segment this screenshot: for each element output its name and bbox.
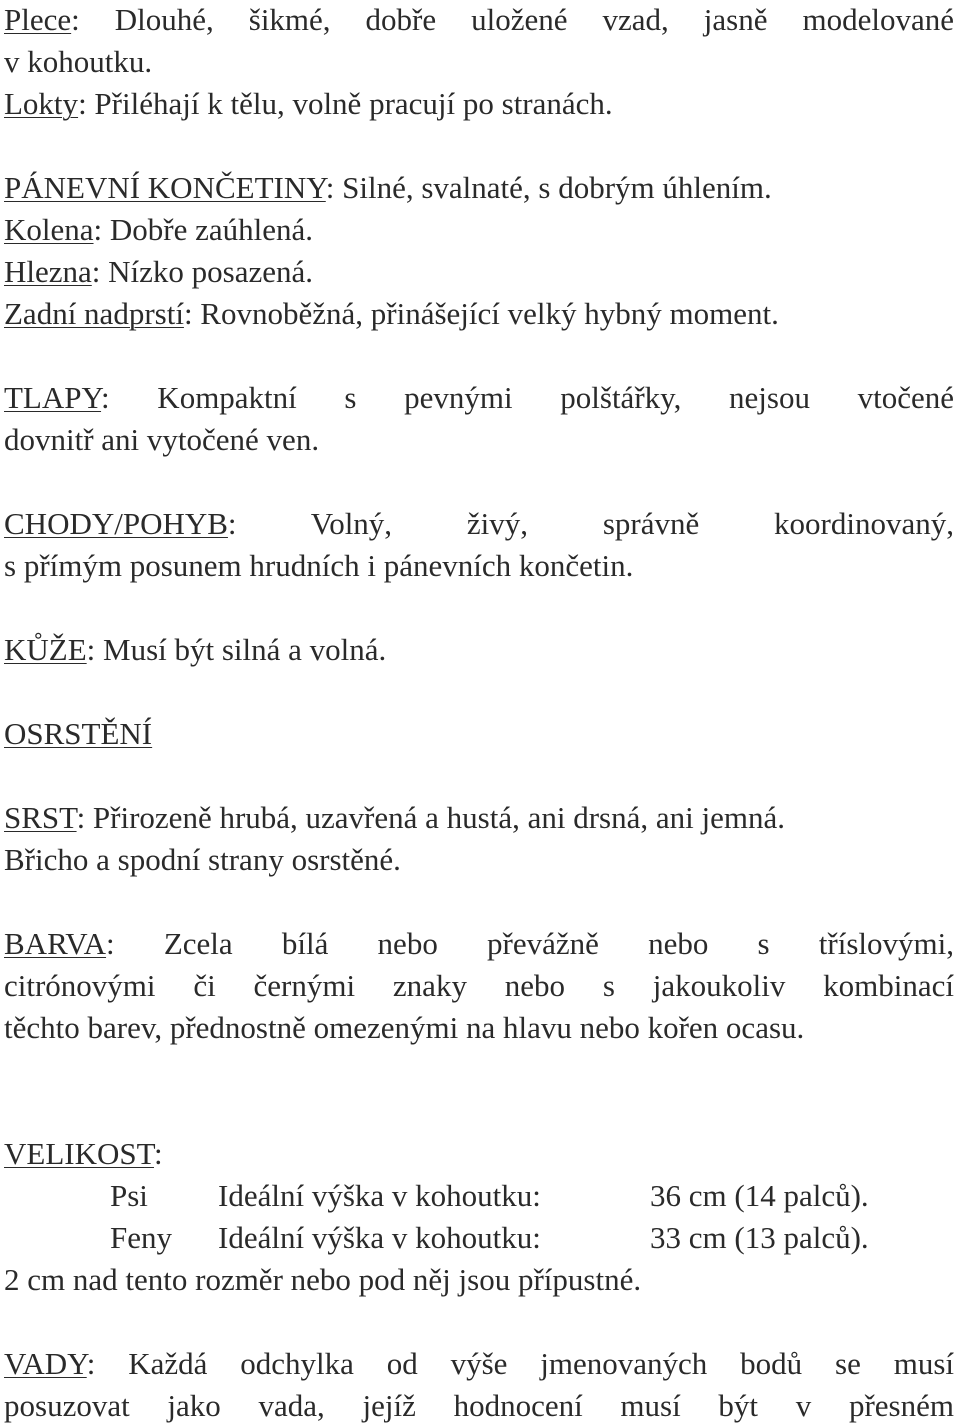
section-label: PÁNEVNÍ KONČETINY: [4, 170, 326, 205]
section-label: VADY: [4, 1346, 87, 1381]
text-line: [4, 1346, 954, 1382]
text-line: [4, 1262, 954, 1298]
text-line: [4, 212, 954, 248]
line-text: posuzovat jako vada, jejíž hodnocení musí být v přesném: [4, 1388, 954, 1423]
section-label: BARVA: [4, 926, 107, 961]
section-label: TLAPY: [4, 380, 102, 415]
section-label: Hlezna: [4, 254, 92, 289]
line-text: 2 cm nad tento rozměr nebo pod něj jsou přípustné.: [4, 1262, 642, 1297]
size-value: 36 cm (14 palců).: [650, 1178, 869, 1213]
text-line: [4, 1010, 954, 1046]
section-label: Lokty: [4, 86, 79, 121]
section-label: KŮŽE: [4, 632, 87, 667]
text-line: [4, 44, 954, 80]
section-heading: [4, 716, 954, 752]
line-text: : Dlouhé, šikmé, dobře uložené vzad, jasně modelované: [71, 2, 954, 37]
line-text: : Každá odchylka od výše jmenovaných bodů se musí: [86, 1346, 954, 1381]
text-line: [4, 296, 954, 332]
text-line: [4, 1388, 954, 1424]
line-text: : Dobře zaúhlená.: [93, 212, 314, 247]
text-line: [4, 926, 954, 962]
line-text: s přímým posunem hrudních i pánevních končetin.: [4, 548, 634, 583]
text-line: [4, 170, 954, 206]
section-label: SRST: [4, 800, 77, 835]
line-text: : Kompaktní s pevnými polštářky, nejsou vtočené: [101, 380, 954, 415]
line-text: citrónovými či černými znaky nebo s jakoukoliv kombinací: [4, 968, 954, 1003]
size-label: Ideální výška v kohoutku:: [218, 1178, 541, 1213]
text-line: [4, 506, 954, 542]
line-text: Břicho a spodní strany osrstěné.: [4, 842, 401, 877]
section-label: VELIKOST: [4, 1136, 154, 1171]
line-text: dovnitř ani vytočené ven.: [4, 422, 320, 457]
text-line: [4, 422, 954, 458]
section-label: OSRSTĚNÍ: [4, 716, 153, 751]
line-text: : Silné, svalnaté, s dobrým úhlením.: [325, 170, 772, 205]
line-text: : Přirozeně hrubá, uzavřená a hustá, ani drsná, ani jemná.: [76, 800, 785, 835]
size-value: 33 cm (13 palců).: [650, 1220, 869, 1255]
line-text: : Rovnoběžná, přinášející velký hybný moment.: [183, 296, 779, 331]
size-sex: Psi: [110, 1178, 148, 1213]
line-text: : Musí být silná a volná.: [86, 632, 387, 667]
line-text: : Nízko posazená.: [91, 254, 314, 289]
text-line: [4, 86, 954, 122]
section-label: Zadní nadprstí: [4, 296, 184, 331]
text-line: [4, 800, 954, 836]
line-text: těchto barev, přednostně omezenými na hlavu nebo kořen ocasu.: [4, 1010, 805, 1045]
line-text: v kohoutku.: [4, 44, 153, 79]
text-line: [4, 1136, 954, 1172]
line-text: : Volný, živý, správně koordinovaný,: [227, 506, 954, 541]
text-line: [4, 968, 954, 1004]
section-label: CHODY/POHYB: [4, 506, 228, 541]
section-label: Plece: [4, 2, 72, 37]
text-line: [4, 548, 954, 584]
section-label: Kolena: [4, 212, 94, 247]
size-sex: Feny: [110, 1220, 172, 1255]
line-text: : Přiléhají k tělu, volně pracují po stranách.: [78, 86, 613, 121]
text-line: [4, 2, 954, 38]
line-text: :: [154, 1136, 163, 1171]
text-line: [4, 632, 954, 668]
text-line: [4, 380, 954, 416]
line-text: : Zcela bílá nebo převážně nebo s tříslovými,: [106, 926, 954, 961]
text-line: [4, 842, 954, 878]
text-line: [4, 254, 954, 290]
size-label: Ideální výška v kohoutku:: [218, 1220, 541, 1255]
